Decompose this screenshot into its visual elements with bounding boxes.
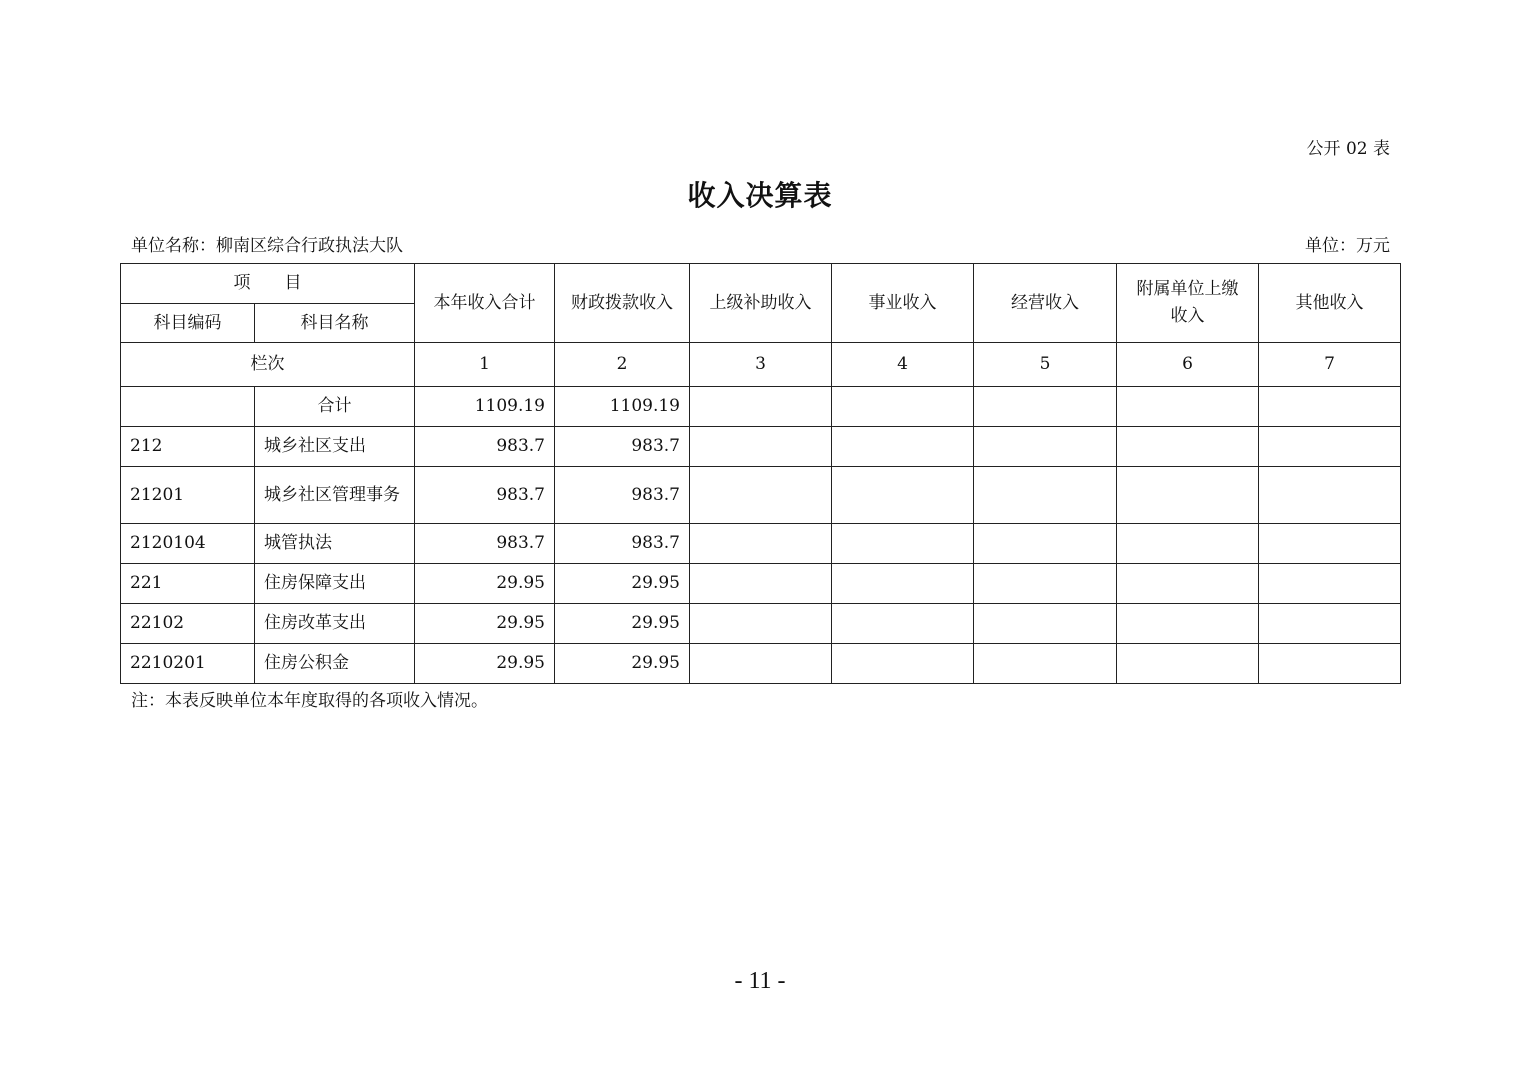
index-cell: 3 [690,343,832,387]
table-row [121,604,1401,644]
row-value: 29.95 [415,604,555,644]
header-project: 项 目 [121,264,415,304]
row-value [1117,564,1259,604]
total-value: 1109.19 [555,387,690,427]
table-row [121,564,1401,604]
page-number: - 11 - [734,968,786,994]
row-value [974,564,1117,604]
total-label: 合计 [255,387,415,427]
row-value [690,564,832,604]
row-name: 住房改革支出 [255,604,415,644]
row-value [974,524,1117,564]
row-value [974,427,1117,467]
header-affiliated [1117,264,1259,343]
row-name: 城乡社区管理事务 [255,467,415,524]
row-value [832,564,974,604]
row-value [1117,604,1259,644]
header-business: 事业收入 [832,264,974,343]
header-operating: 经营收入 [974,264,1117,343]
row-value [974,604,1117,644]
form-number: 公开 02 表 [1306,139,1390,159]
row-code: 2120104 [121,524,255,564]
row-value [1117,467,1259,524]
header-code: 科目编码 [121,304,255,343]
header-affiliated-line1: 附属单位上缴 [1136,279,1239,299]
header-total: 本年收入合计 [415,264,555,343]
index-cell: 4 [832,343,974,387]
row-value: 983.7 [555,427,690,467]
row-value [832,604,974,644]
row-code: 21201 [121,467,255,524]
unit-name: 单位名称：柳南区综合行政执法大队 [131,236,403,256]
row-value: 29.95 [555,644,690,684]
total-value [1259,387,1401,427]
row-value [1259,467,1401,524]
row-value: 983.7 [555,467,690,524]
row-value [1259,524,1401,564]
total-value [1117,387,1259,427]
header-fiscal: 财政拨款收入 [555,264,690,343]
row-code: 221 [121,564,255,604]
header-row-1 [121,264,1401,304]
index-cell: 7 [1259,343,1401,387]
unit-measure: 单位：万元 [1305,236,1390,256]
total-value [690,387,832,427]
row-value: 983.7 [555,524,690,564]
row-name: 城乡社区支出 [255,427,415,467]
row-value [1259,427,1401,467]
row-value [690,604,832,644]
index-cell: 6 [1117,343,1259,387]
row-value: 29.95 [415,564,555,604]
row-name: 住房保障支出 [255,564,415,604]
row-value: 983.7 [415,524,555,564]
table-row [121,467,1401,524]
total-value [832,387,974,427]
header-superior: 上级补助收入 [690,264,832,343]
row-value: 29.95 [415,644,555,684]
header-name: 科目名称 [255,304,415,343]
row-value [690,427,832,467]
row-value: 983.7 [415,427,555,467]
row-value [1259,644,1401,684]
row-value [832,644,974,684]
row-value [1117,524,1259,564]
table-note: 注：本表反映单位本年度取得的各项收入情况。 [131,691,488,711]
total-row [121,387,1401,427]
row-value [690,467,832,524]
index-cell: 2 [555,343,690,387]
row-value: 983.7 [415,467,555,524]
row-value [974,644,1117,684]
header-other: 其他收入 [1259,264,1401,343]
income-table [120,263,1401,684]
row-value [832,467,974,524]
row-value [832,427,974,467]
row-code: 2210201 [121,644,255,684]
total-value: 1109.19 [415,387,555,427]
header-affiliated-line2: 收入 [1170,306,1205,326]
row-value [1259,564,1401,604]
total-value [974,387,1117,427]
row-value [690,524,832,564]
row-name: 住房公积金 [255,644,415,684]
row-value [832,524,974,564]
table-row [121,524,1401,564]
page-title: 收入决算表 [687,179,833,212]
row-value [1117,427,1259,467]
row-value: 29.95 [555,564,690,604]
index-label: 栏次 [121,343,415,387]
index-cell: 1 [415,343,555,387]
row-value [690,644,832,684]
row-code: 212 [121,427,255,467]
row-name: 城管执法 [255,524,415,564]
index-row [121,343,1401,387]
row-value [1259,604,1401,644]
row-code: 22102 [121,604,255,644]
total-code-cell [121,387,255,427]
row-value [974,467,1117,524]
row-value: 29.95 [555,604,690,644]
row-value [1117,644,1259,684]
table-row [121,644,1401,684]
table-row [121,427,1401,467]
index-cell: 5 [974,343,1117,387]
